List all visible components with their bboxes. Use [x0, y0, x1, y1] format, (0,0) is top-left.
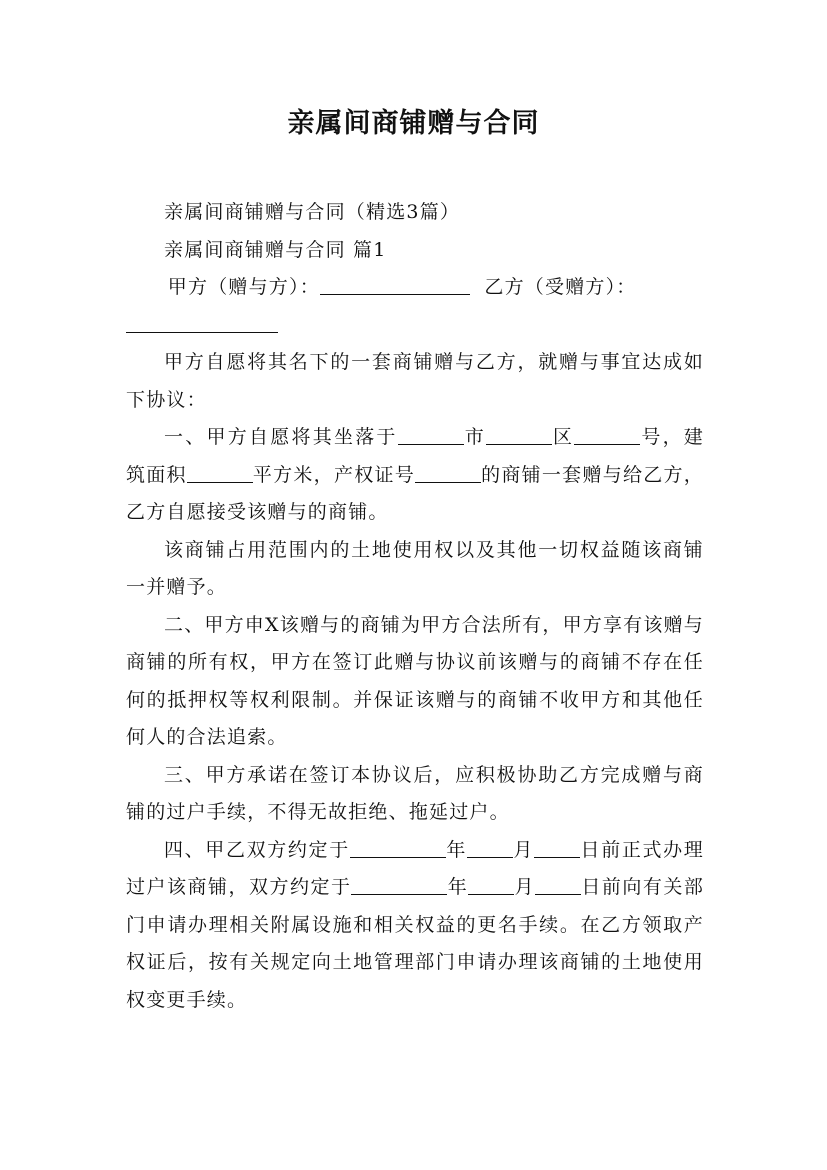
certificate-blank — [415, 463, 481, 483]
clause-1-text-d: 号，建筑面积 — [126, 426, 705, 486]
clause-4-year-2: 年 — [447, 876, 469, 898]
parties-line — [126, 269, 704, 307]
clause-4-text-a: 四、甲乙双方约定于 — [164, 838, 350, 861]
chapter-heading: 亲属间商铺赠与合同 篇1 — [164, 238, 387, 261]
clause-2: 二、甲方申X该赠与的商铺为甲方合法所有，甲方享有该赠与商铺的所有权，甲方在签订此赠与协议前该赠与的商铺不存在任何的抵押权等权利限制。并保证该赠与的商铺不收甲方和其他任何人的合法追索。 — [126, 613, 704, 748]
year-blank-2 — [351, 875, 447, 895]
party-a-blank — [320, 275, 470, 295]
party-b-blank — [126, 313, 278, 333]
year-blank — [350, 838, 446, 858]
clause-4-month-2: 月 — [514, 876, 536, 898]
month-blank — [467, 838, 513, 858]
clause-1-text-e: 平方米，产权证号 — [252, 463, 416, 486]
day-blank — [534, 838, 580, 858]
document-title: 亲属间商铺赠与合同 — [287, 108, 540, 139]
area-blank — [187, 463, 253, 483]
clause-3: 三、甲方承诺在签订本协议后，应积极协助乙方完成赠与商铺的过户手续，不得无故拒绝、拖延过户。 — [126, 763, 704, 823]
intro-paragraph: 甲方自愿将其名下的一套商铺赠与乙方，就赠与事宜达成如下协议： — [126, 351, 704, 411]
party-b-line — [126, 307, 704, 345]
number-blank — [574, 425, 640, 445]
document-body — [126, 194, 704, 1019]
clause-4 — [126, 832, 704, 1020]
clause-1-text-a: 一、甲方自愿将其坐落于 — [164, 426, 398, 448]
clause-4-month: 月 — [512, 838, 535, 861]
day-blank-2 — [535, 875, 581, 895]
clause-1-text-b: 市 — [463, 426, 486, 448]
clause-4-text-b: 日前正式办理过户该商铺，双方约定于 — [126, 838, 705, 898]
month-blank-2 — [468, 875, 514, 895]
clause-4-text-c: 日前向有关部门申请办理相关附属设施和相关权益的更名手续。在乙方领取产权证后，按有关规定向土地管理部门申请办理该商铺的土地使用权变更手续。 — [126, 876, 705, 1011]
clause-4-year: 年 — [445, 838, 467, 861]
city-blank — [398, 425, 464, 445]
party-a-label: 甲方（赠与方）： — [167, 276, 320, 298]
subtitle: 亲属间商铺赠与合同（精选3篇） — [164, 201, 461, 223]
clause-1 — [126, 419, 704, 532]
clause-1-text-f: 的商铺一套赠与给乙方，乙方自愿接受该赠与的商铺。 — [126, 463, 704, 523]
district-blank — [486, 425, 552, 445]
clause-1-extra: 该商铺占用范围内的土地使用权以及其他一切权益随该商铺一并赠予。 — [126, 538, 704, 598]
party-b-label: 乙方（受赠方）： — [484, 276, 637, 298]
clause-1-text-c: 区 — [551, 426, 575, 448]
